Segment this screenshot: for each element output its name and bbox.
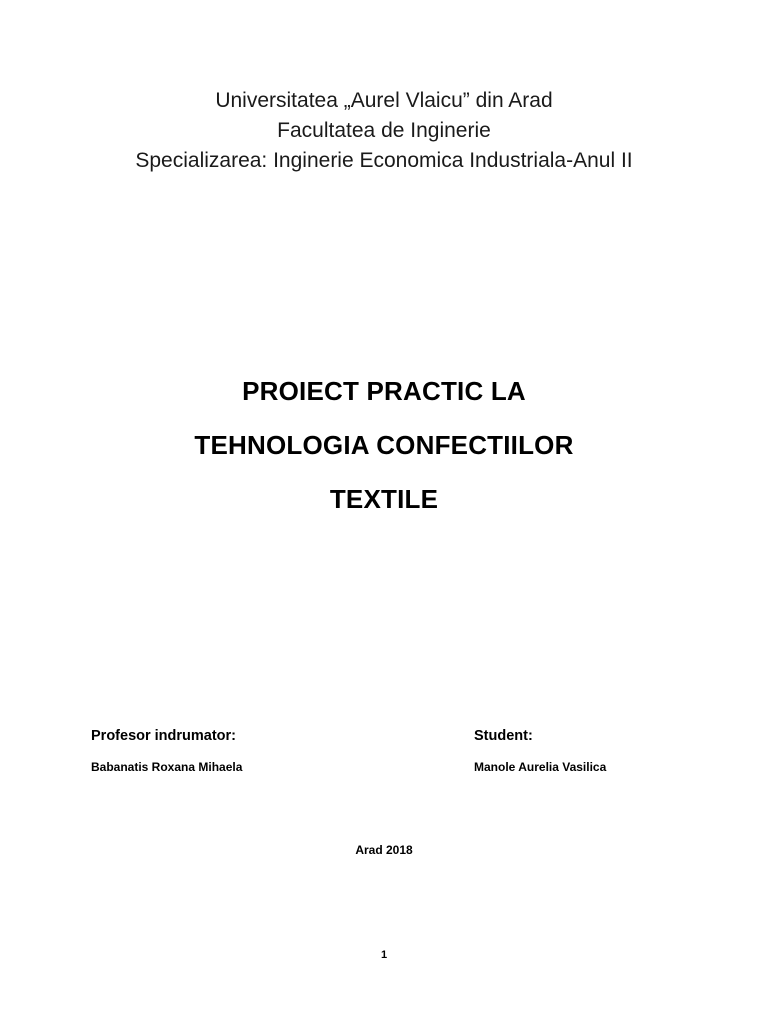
place-date: Arad 2018	[355, 843, 413, 857]
project-title	[0, 364, 768, 526]
specialization: Specializarea: Inginerie Economica Industriala-Anul II	[135, 149, 633, 172]
university-name: Universitatea „Aurel Vlaicu” din Arad	[215, 89, 553, 112]
page-number: 1	[380, 949, 388, 961]
professor-name: Babanatis Roxana Mihaela	[91, 760, 243, 774]
title-line-1: PROIECT PRACTIC LA	[242, 376, 526, 406]
title-line-2: TEHNOLOGIA CONFECTIILOR	[194, 430, 574, 460]
title-line-3: TEXTILE	[329, 484, 439, 514]
faculty-name: Facultatea de Inginerie	[277, 119, 491, 142]
student-name: Manole Aurelia Vasilica	[474, 760, 607, 774]
professor-label: Profesor indrumator:	[91, 728, 237, 744]
institution-header	[0, 86, 768, 176]
student-label: Student:	[474, 728, 533, 744]
